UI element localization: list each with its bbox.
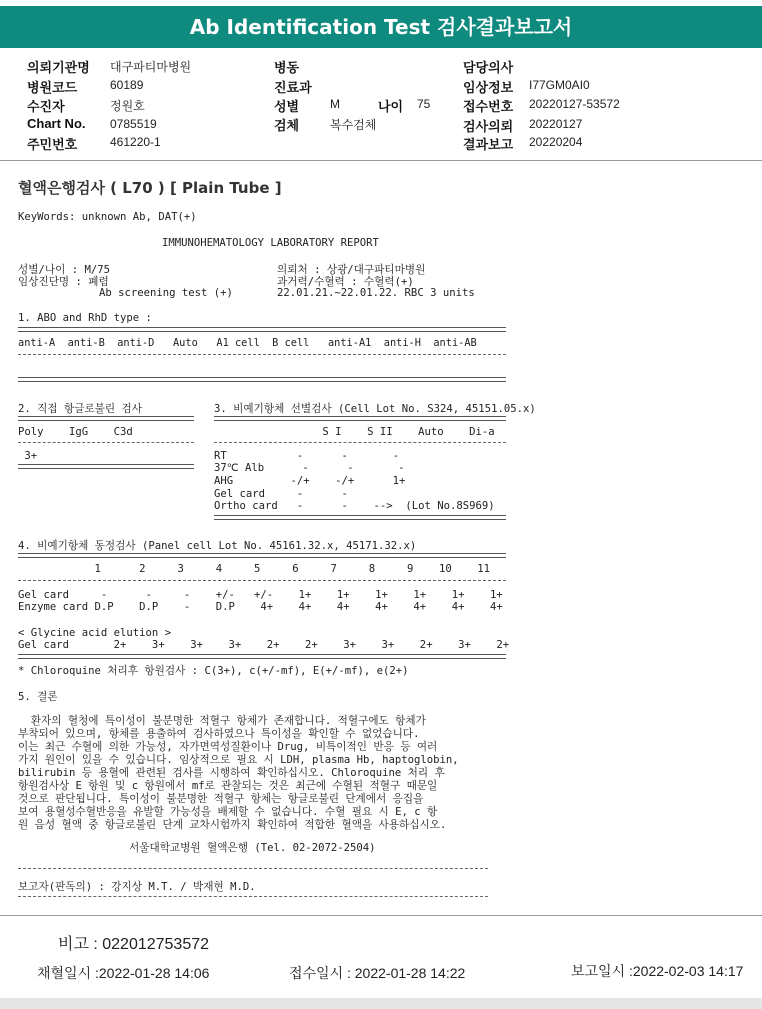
hospital-code-value: 60189 [110,78,144,92]
abo-top-rule [18,327,506,332]
ordering-inst-label: 의뢰기관명 [27,60,90,75]
abo-header-rule [18,354,506,355]
clinical-diagnosis: 임상진단명 : 폐렴 [18,276,109,288]
sex-label: 성별 [274,99,300,114]
panel-bottom-rule [18,654,506,659]
specimen-label: 검체 [274,118,300,133]
clinical-info-value: I77GM0AI0 [529,78,590,92]
specimen-value: 복수검체 [330,118,377,132]
ward-label: 병동 [274,60,300,75]
chloroquine-result: * Chloroquine 처리후 항원검사 : C(3+), c(+/-mf), E(+/-mf), e(2+) [18,665,409,677]
sex-age: 성별/나이 : M/75 [18,264,110,276]
conclusion-title: 5. 결론 [18,691,58,703]
screening-header: S I S II Auto Di-a [214,426,495,438]
note: 비고 : 022012753572 [58,936,210,953]
screening-row: 37℃ Alb - - - [214,462,405,474]
chart-no-value: 0785519 [110,117,157,131]
rrn-label: 주민번호 [27,137,78,152]
bottom-bar [0,998,762,1009]
dat-header: Poly IgG C3d [18,426,133,438]
age-value: 75 [417,97,431,111]
rrn-value: 461220-1 [110,135,161,149]
abo-section-title: 1. ABO and RhD type : [18,312,152,324]
receipt-no-value: 20220127-53572 [529,97,620,111]
report-title: Ab Identification Test 검사결과보고서 [0,6,762,48]
dat-section-title: 2. 직접 항글로불린 검사 [18,403,142,415]
request-date-value: 20220127 [529,117,583,131]
abo-bottom-rule [18,377,506,382]
receive-datetime: 접수일시 : 2022-01-28 14:22 [289,965,466,981]
ordering-inst-value: 대구파티마병원 [110,60,192,74]
conclusion-line: 환자의 혈청에 특이성이 불분명한 적혈구 항체가 존재합니다. 적혈구에도 항체가 [18,715,426,727]
screening-row: Gel card - - [214,488,348,500]
dept-label: 진료과 [274,80,312,95]
conclusion-line: 보여 용혈성수혈반응을 유발할 가능성을 배제할 수 없습니다. 수혈 필요 시 E, c 항 [18,806,438,818]
age-label: 나이 [378,99,404,114]
transfusion-history: 과거력/수혈력 : 수혈력(+) [277,276,414,288]
recipient-value: 정원호 [110,99,145,113]
panel-header: 1 2 3 4 5 6 7 8 9 10 11 [18,563,490,575]
conclusion-line: 부착되어 있으며, 항체를 용출하여 검사하였으나 특이성을 확인할 수 없었습니다. [18,728,420,740]
footer-divider [0,915,762,916]
glycine-row: Gel card 2+ 3+ 3+ 3+ 2+ 2+ 3+ 3+ 2+ 3+ 2+ [18,639,510,651]
screening-row: RT - - - [214,450,399,462]
reporter-top-rule [18,868,488,869]
sex-value: M [330,97,340,111]
transfusion-history-detail: 22.01.21.~22.01.22. RBC 3 units [277,287,475,299]
conclusion-line: bilirubin 등 용혈에 관련된 검사를 시행하여 확인하십시오. Chloroquine 처리 후 [18,767,445,779]
screening-row: AHG -/+ -/+ 1+ [214,475,406,487]
chart-no-label: Chart No. [27,116,86,131]
lab-name: 서울대학교병원 혈액은행 (Tel. 02-2072-2504) [129,842,376,854]
glycine-title: < Glycine acid elution > [18,627,172,639]
result-date-value: 20220204 [529,135,583,149]
conclusion-line: 것으로 판단됩니다. 특이성이 불분명한 적혈구 항체는 항글로불린 단계에서 응집을 [18,793,424,805]
panel-header-rule [18,580,506,581]
clinical-diagnosis-detail: Ab screening test (+) [99,287,233,299]
lab-report-title: IMMUNOHEMATOLOGY LABORATORY REPORT [162,237,379,249]
dat-header-rule [18,442,194,443]
reporter-bottom-rule [18,896,488,897]
conclusion-line: 항원검사상 E 항원 및 c 항원에서 mf로 관찰되는 것은 최근에 수혈된 적혈구 때문일 [18,780,438,792]
doctor-label: 담당의사 [463,60,514,75]
test-title: 혈액은행검사 ( L70 ) [ Plain Tube ] [18,179,282,197]
panel-row-enzyme: Enzyme card D.P D.P - D.P 4+ 4+ 4+ 4+ 4+ 4+ 4+ [18,601,503,613]
screening-row: Ortho card - - --> (Lot No.8S969) [214,500,495,512]
screening-header-rule [214,442,506,443]
hospital-code-label: 병원코드 [27,80,78,95]
conclusion-line: 가지 원인이 있을 수 있습니다. 임상적으로 필요 시 LDH, plasma Hb, haptoglobin, [18,754,459,766]
conclusion-line: 원 음성 혈액 중 항글로불린 단계 교차시험까지 확인하여 적합한 혈액을 사용하십시오. [18,819,447,831]
screening-top-rule [214,416,506,421]
panel-top-rule [18,553,506,558]
reporter: 보고자(판독의) : 강지상 M.T. / 박재현 M.D. [18,881,256,893]
collect-datetime: 채혈일시 :2022-01-28 14:06 [37,965,210,981]
keywords: KeyWords: unknown Ab, DAT(+) [18,211,197,223]
receipt-no-label: 접수번호 [463,99,514,114]
result-date-label: 결과보고 [463,137,514,152]
header-divider [0,160,762,161]
dat-bottom-rule [18,464,194,469]
requester: 의뢰처 : 상광/대구파티마병원 [277,264,426,276]
panel-section-title: 4. 비예기항체 동정검사 (Panel cell Lot No. 45161.32.x, 45171.32.x) [18,540,417,552]
dat-value: 3+ [18,450,38,462]
screening-bottom-rule [214,515,506,520]
recipient-label: 수진자 [27,99,65,114]
dat-top-rule [18,416,194,421]
abo-header: anti-A anti-B anti-D Auto A1 cell B cell anti-A1 anti-H anti-AB [18,337,477,349]
panel-row-gel: Gel card - - - +/- +/- 1+ 1+ 1+ 1+ 1+ 1+ [18,589,503,601]
conclusion-line: 이는 최근 수혈에 의한 가능성, 자가면역성질환이나 Drug, 비특이적인 반응 등 여러 [18,741,438,753]
screening-section-title: 3. 비예기항체 선별검사 (Cell Lot No. S324, 45151.05.x) [214,403,536,415]
clinical-info-label: 임상정보 [463,80,514,95]
request-date-label: 검사의뢰 [463,119,514,134]
report-datetime: 보고일시 :2022-02-03 14:17 [571,963,744,979]
